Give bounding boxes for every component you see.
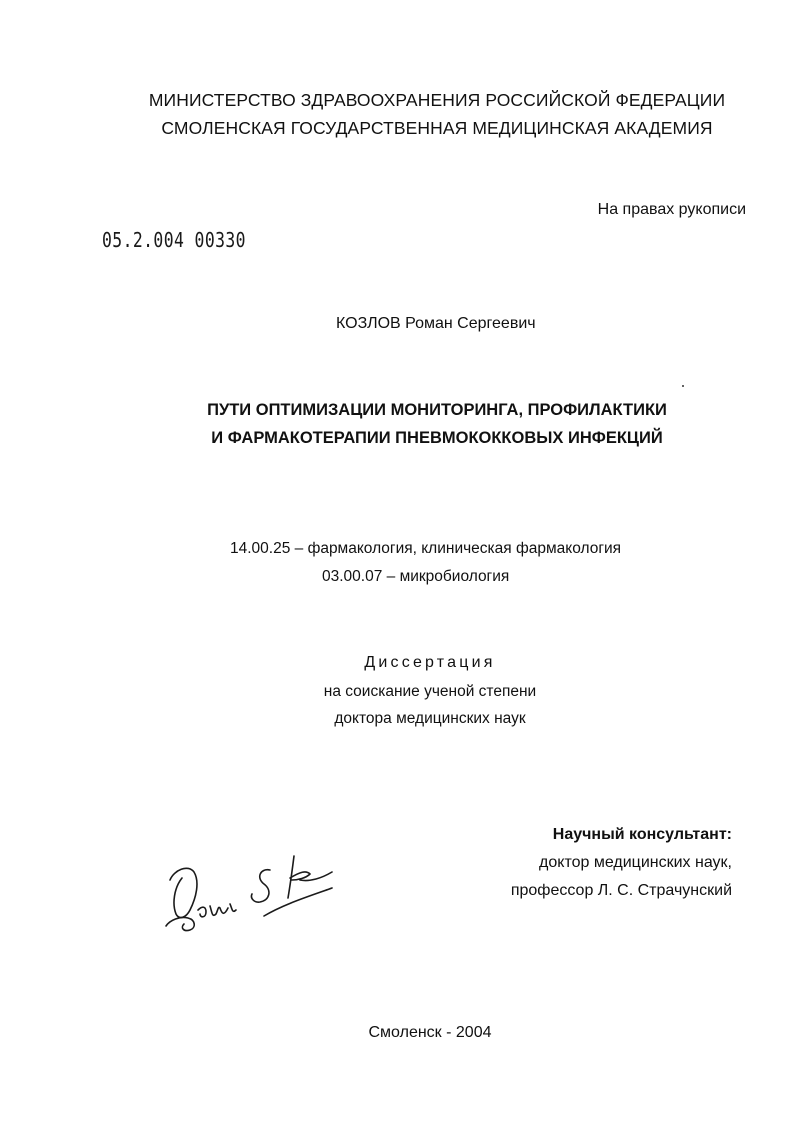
institution-header xyxy=(0,86,792,142)
title-line-1: ПУТИ ОПТИМИЗАЦИИ МОНИТОРИНГА, ПРОФИЛАКТИКИ xyxy=(207,401,667,419)
signature-stroke-2 xyxy=(166,917,194,930)
signature-text: Roman S. xyxy=(160,848,165,849)
signature-stroke-4 xyxy=(251,870,270,902)
signature-stroke-6 xyxy=(264,888,332,916)
author-name: КОЗЛОВ Роман Сергеевич xyxy=(336,315,536,332)
academy-name: СМОЛЕНСКАЯ ГОСУДАРСТВЕННАЯ МЕДИЦИНСКАЯ АКАДЕМИЯ xyxy=(161,118,713,138)
specialty-code-1: 14.00.25 – фармакология, клиническая фармакология xyxy=(230,540,622,557)
rights-note: На правах рукописи xyxy=(597,201,746,218)
signature-stroke-3 xyxy=(198,904,236,917)
degree-line-2: доктора медицинских наук xyxy=(334,710,526,727)
specialty-code-2: 03.00.07 – микробиология xyxy=(322,568,510,585)
degree-line-1: на соискание ученой степени xyxy=(323,683,537,700)
dissertation-heading: Диссертация xyxy=(364,654,496,671)
registry-stamp: 05.2.004 00330 xyxy=(102,228,246,252)
consultant-name: профессор Л. С. Страчунский xyxy=(510,882,732,899)
city-year: Смоленск - 2004 xyxy=(368,1024,492,1041)
dissertation-title xyxy=(0,396,792,452)
signature-stroke-5 xyxy=(288,856,332,898)
ministry-name: МИНИСТЕРСТВО ЗДРАВООХРАНЕНИЯ РОССИЙСКОЙ ФЕДЕРАЦИИ xyxy=(148,90,726,110)
consultant-degree: доктор медицинских наук, xyxy=(539,854,732,871)
signature-stroke-1 xyxy=(170,868,197,917)
consultant-heading: Научный консультант: xyxy=(552,826,732,843)
title-line-2: И ФАРМАКОТЕРАПИИ ПНЕВМОКОККОВЫХ ИНФЕКЦИЙ xyxy=(211,429,663,447)
scan-speck xyxy=(682,385,684,387)
author-signature xyxy=(160,848,360,938)
